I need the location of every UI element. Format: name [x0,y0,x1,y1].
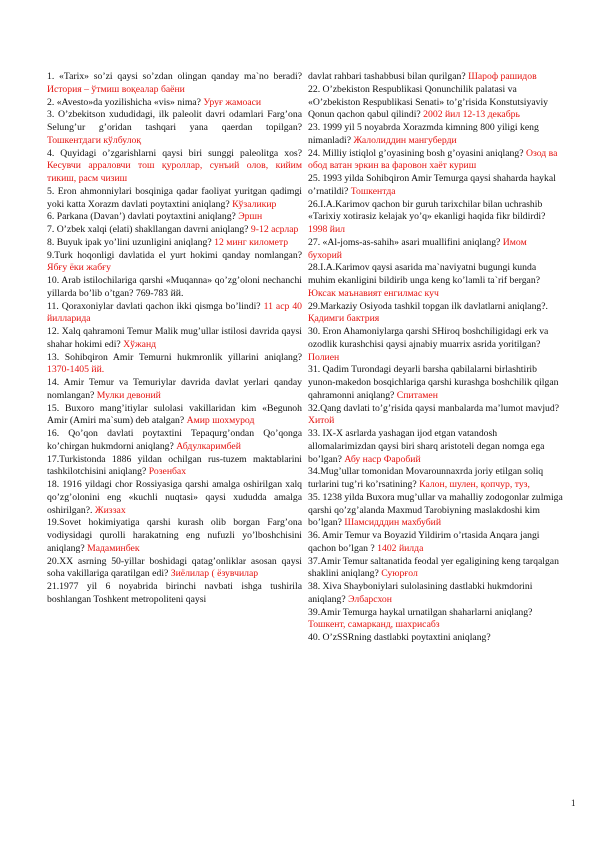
question-text: 8. Buyuk ipak yo’lini uzunligini aniqlang? [47,236,215,248]
question-text: 9.Turk hoqonligi davlatida el yurt hokimi qanday nomlangan? [47,249,302,261]
answer-text: Полиен [308,351,340,363]
question-text: 19.Sovet hokimiyatiga qarshi kurash olib borgan Farg’ona vodiysidagi qurolli harakatning eng nufuzli yo’lboshchisini aniqlang? [47,517,302,554]
answer-text: Амир шохмурод [186,415,255,427]
right-column [308,71,563,645]
answer-text: Кўзаликир [232,198,277,210]
question-item [308,632,563,645]
answer-text: Озод ва обод ватан эркин ва фаровон хаёт куриш [308,147,558,172]
answer-text: Абдулкаримбей [176,440,241,452]
question-item [47,517,302,555]
question-item [308,173,563,199]
answer-text: Калон, шулен, қопчур, туз, [419,479,530,490]
answer-text: Зиёлилар ( ёзувчилар [170,568,259,580]
answer-text: Мадаминбек [87,542,140,554]
answer-text: Тошкент, самарканд, шахрисабз [308,619,440,631]
answer-text: 12 минг километр [214,236,289,248]
answer-text: Абу наср Фаробий [344,453,421,465]
question-item [308,364,563,402]
answer-text: 11 аср 40 йилларида [47,300,303,325]
question-item [308,71,563,84]
answer-text: Уруғ жамоаси [203,96,262,108]
question-item [47,71,302,97]
question-text: 28.I.A.Karimov qaysi asarida ma`naviyatni bugungi kunda muhim ekanligini bildirib unga keng ko’lamli ta`rif bergan? [308,262,540,286]
question-text: 14. Amir Temur va Temuriylar davrida davlat yerlari qanday nomlangan? [47,377,302,401]
question-text: 32.Qang davlati to’g’risida qaysi manbalarda ma’lumot mavjud? [308,402,559,414]
question-text: 33. IX-X asrlarda yashagan ijod etgan vatandosh allomalarimizdan qaysi biri sharq aristoteli degan nomga ega bo’lgan? [308,428,545,465]
question-item [308,84,563,122]
answer-text: Жиззах [94,504,126,516]
question-item [308,466,563,492]
question-item [308,301,563,327]
question-item [47,428,302,454]
question-text: 16. Qo’qon davlati poytaxtini Tepaqurg’ondan Qo’qonga ko’chirgan hukmdorni aniqlang? [47,428,302,452]
question-text: 25. 1993 yilda Sohibqiron Amir Temurga qaysi shaharda haykal o’rnatildi? [308,173,556,197]
question-text: 18. 1916 yildagi chor Rossiyasiga qarshi amalga oshirilgan xalq qo’zg’olonini eng «kuchli nuqtasi» qaysi xududda amalga oshirilgan?. [47,479,302,516]
question-text: 40. O’zSSRning dastlabki poytaxtini aniqlang? [308,632,491,643]
question-item [308,556,563,582]
answer-text: Элбарсхон [348,593,392,605]
question-item [47,454,302,480]
answer-text: Кесувчи аррaловчи тош қуроллар, сунъий олов, кийим тикиш, расм чизиш [47,160,302,184]
question-text: 11. Qoraxoniylar davlati qachon ikki qismga bo’lindi? [47,300,264,312]
question-item [47,377,302,403]
question-text: 12. Xalq qahramoni Temur Malik mug’ullar istilosi davrida qaysi shahar hokimi edi? [47,326,302,350]
answer-text: Тошкентдаги кўлбулоқ [47,134,142,146]
question-text: 21.1977 yil 6 noyabrida birinchi navbati ishga tushirila boshlangan Toshkent metropoliteni qaysi [47,581,302,605]
answer-text: Суюрғол [381,568,418,580]
question-text: 7. O’zbek xalqi (elati) shakllangan davrni aniqlang? [47,224,251,235]
question-text: 1. «Tarix» so’zi qaysi so’zdan olingan qanday ma`no beradi? [47,71,302,82]
question-item [47,211,302,224]
question-text: 29.Markaziy Osiyoda tashkil topgan ilk davlatlarni aniqlang?. [308,300,548,312]
question-item [47,479,302,517]
answer-text: Ябғу ёки жабғу [47,262,111,274]
question-text: 13. Sohibqiron Amir Temurni hukmronlik yillarini aniqlang? [47,351,302,363]
question-item [47,97,302,110]
answer-text: Спитамен [396,389,438,401]
question-text: 24. Milliy istiqlol g’oyasining bosh g’oyasini aniqlang? [308,147,526,159]
question-item [47,109,302,147]
answer-text: Қадимги бактрия [308,313,380,325]
question-text: 3. O’zbekitson xududidagi, ilk paleolit davri odamlari Farg’ona Selung’ur g’oridan tashqari yana qaerdan topilgan? [47,109,302,133]
answer-text: Хитой [308,415,335,427]
answer-text: Тошкентда [350,185,396,197]
question-item [47,556,302,582]
answer-text: 2002 йил 12-13 декабрь [423,109,520,121]
question-text: 31. Qadim Turondagi deyarli barsha qabilalarni birlashtirib yunon-makedon bosqichlariga qarshi kurashga boshchilik qilgan qahramonni aniqlang? [308,364,559,401]
question-item [308,122,563,148]
answer-text: Мулки девоний [96,389,161,401]
page-number: 1 [571,798,576,808]
question-text: 22. O’zbekiston Respublikasi Qonunchilik palatasi va «O’zbekiston Respublikasi Senati» to’g’risida Konstutsiyaviy Qonun qachon qabul qilindi? [308,83,549,121]
question-item [308,403,563,429]
question-text: 27. «Al-joms-as-sahih» asari muallifini aniqlang? [308,236,503,248]
question-item [47,403,302,429]
question-item [47,250,302,276]
question-item [47,148,302,186]
left-column [47,71,302,607]
question-text: davlat rahbari tashabbusi bilan qurilgan? [308,71,469,82]
question-item [47,352,302,378]
answer-text: Розенбах [148,466,187,478]
answer-text: Жалолиддин мангуберди [353,134,457,146]
question-text: 2. «Avesto»da yozilishicha «vis» nima? [47,96,204,108]
question-item [47,301,302,327]
question-item [308,428,563,466]
question-text: 39.Amir Temurga haykal urnatilgan shaharlarni aniqlang? [308,606,533,618]
question-item [308,607,563,633]
question-text: 37.Amir Temur saltanatida feodal yer egaligining keng tarqalgan shaklini aniqlang? [308,555,559,580]
answer-text: 1402 йилда [377,542,424,554]
question-item [308,492,563,530]
question-item [308,581,563,607]
answer-text: Шароф рашидов [468,71,537,82]
question-item [47,186,302,212]
question-text: 15. Buxoro mang’itiylar sulolasi vakillaridan kim «Begunoh Amir (Amiri ma`sum) deb atalgan? [47,402,302,427]
question-text: 35. 1238 yilda Buxora mug’ullar va mahalliy zodogonlar zulmiga qarshi qo’zg’alanda Maxmud Tarobiyning maslakdoshi kim bo’lgan? [308,491,563,529]
question-text: 4. Quyidagi o’zgarishlarni qaysi biri sunggi paleolitga xos? [47,147,302,159]
answer-text: Имом бухорий [308,236,527,261]
answer-text: 1370-1405 йй. [47,364,105,376]
answer-text: 1998 йил [308,224,345,235]
question-item [47,581,302,607]
question-text: 38. Xiva Shayboniylari sulolasining dastlabki hukmdorini aniqlang? [308,581,533,605]
answer-text: Юксак маънавият енгилмас куч [308,287,439,299]
question-item [47,326,302,352]
question-text: 6. Parkana (Davan’) davlati poytaxtini aniqlang? [47,211,239,223]
question-item [308,262,563,300]
question-text: 20.XX asrning 50-yillar boshidagi qatag’onliklar asosan qaysi soha vakillariga qaratilgan edi? [47,555,302,580]
answer-text: Эршн [238,211,263,223]
question-item [308,148,563,174]
question-item [47,224,302,237]
question-item [47,275,302,301]
question-text: 34.Mug’ullar tomonidan Movarounnaxrda joriy etilgan soliq turlarini tug’ri ko’rsatining? [308,466,544,490]
question-text: 36. Amir Temur va Boyazid Yildirim o’rtasida Anqara jangi qachon bo’lgan ? [308,530,540,554]
question-text: 10. Arab istilochilariga qarshi «Muqanna» qo’zg’oloni nechanchi yillarda bo’lib o’tgan? 769-783 йй. [47,275,302,299]
question-item [308,237,563,263]
answer-text: 9-12 асрлар [250,224,299,235]
question-item [308,530,563,556]
question-text: 23. 1999 yil 5 noyabrda Xorazmda kimning 800 yiligi keng nimanladi? [308,122,539,146]
document-page [47,71,563,811]
answer-text: Шамсидддин махбубий [344,517,442,529]
question-text: 17.Turkistonda 1886 yildan ochilgan rus-tuzem maktablarini tashkilotchisini aniqlang? [47,453,302,478]
answer-text: Хўжанд [123,338,157,350]
question-text: 26.I.A.Karimov qachon bir guruh tarixchilar bilan uchrashib «Tarixiy xotirasiz kelajak yo’q» ekanligi haqida fikr bildirdi? [308,198,546,223]
answer-text: История – ўтмиш воқеалар баёни [47,83,185,95]
question-item [47,237,302,250]
question-text: 30. Eron Ahamoniylarga qarshi SHiroq boshchiligidagi erk va ozodlik kurashchisi qaysi ajnabiy muarrix asrida yoritilgan? [308,326,549,350]
question-text: 5. Eron ahmonniylari bosqiniga qadar faoliyat yuritgan qadimgi yoki katta Xorazm davlati poytaxtini aniqlang? [47,185,302,210]
question-item [308,199,563,237]
question-item [308,326,563,364]
